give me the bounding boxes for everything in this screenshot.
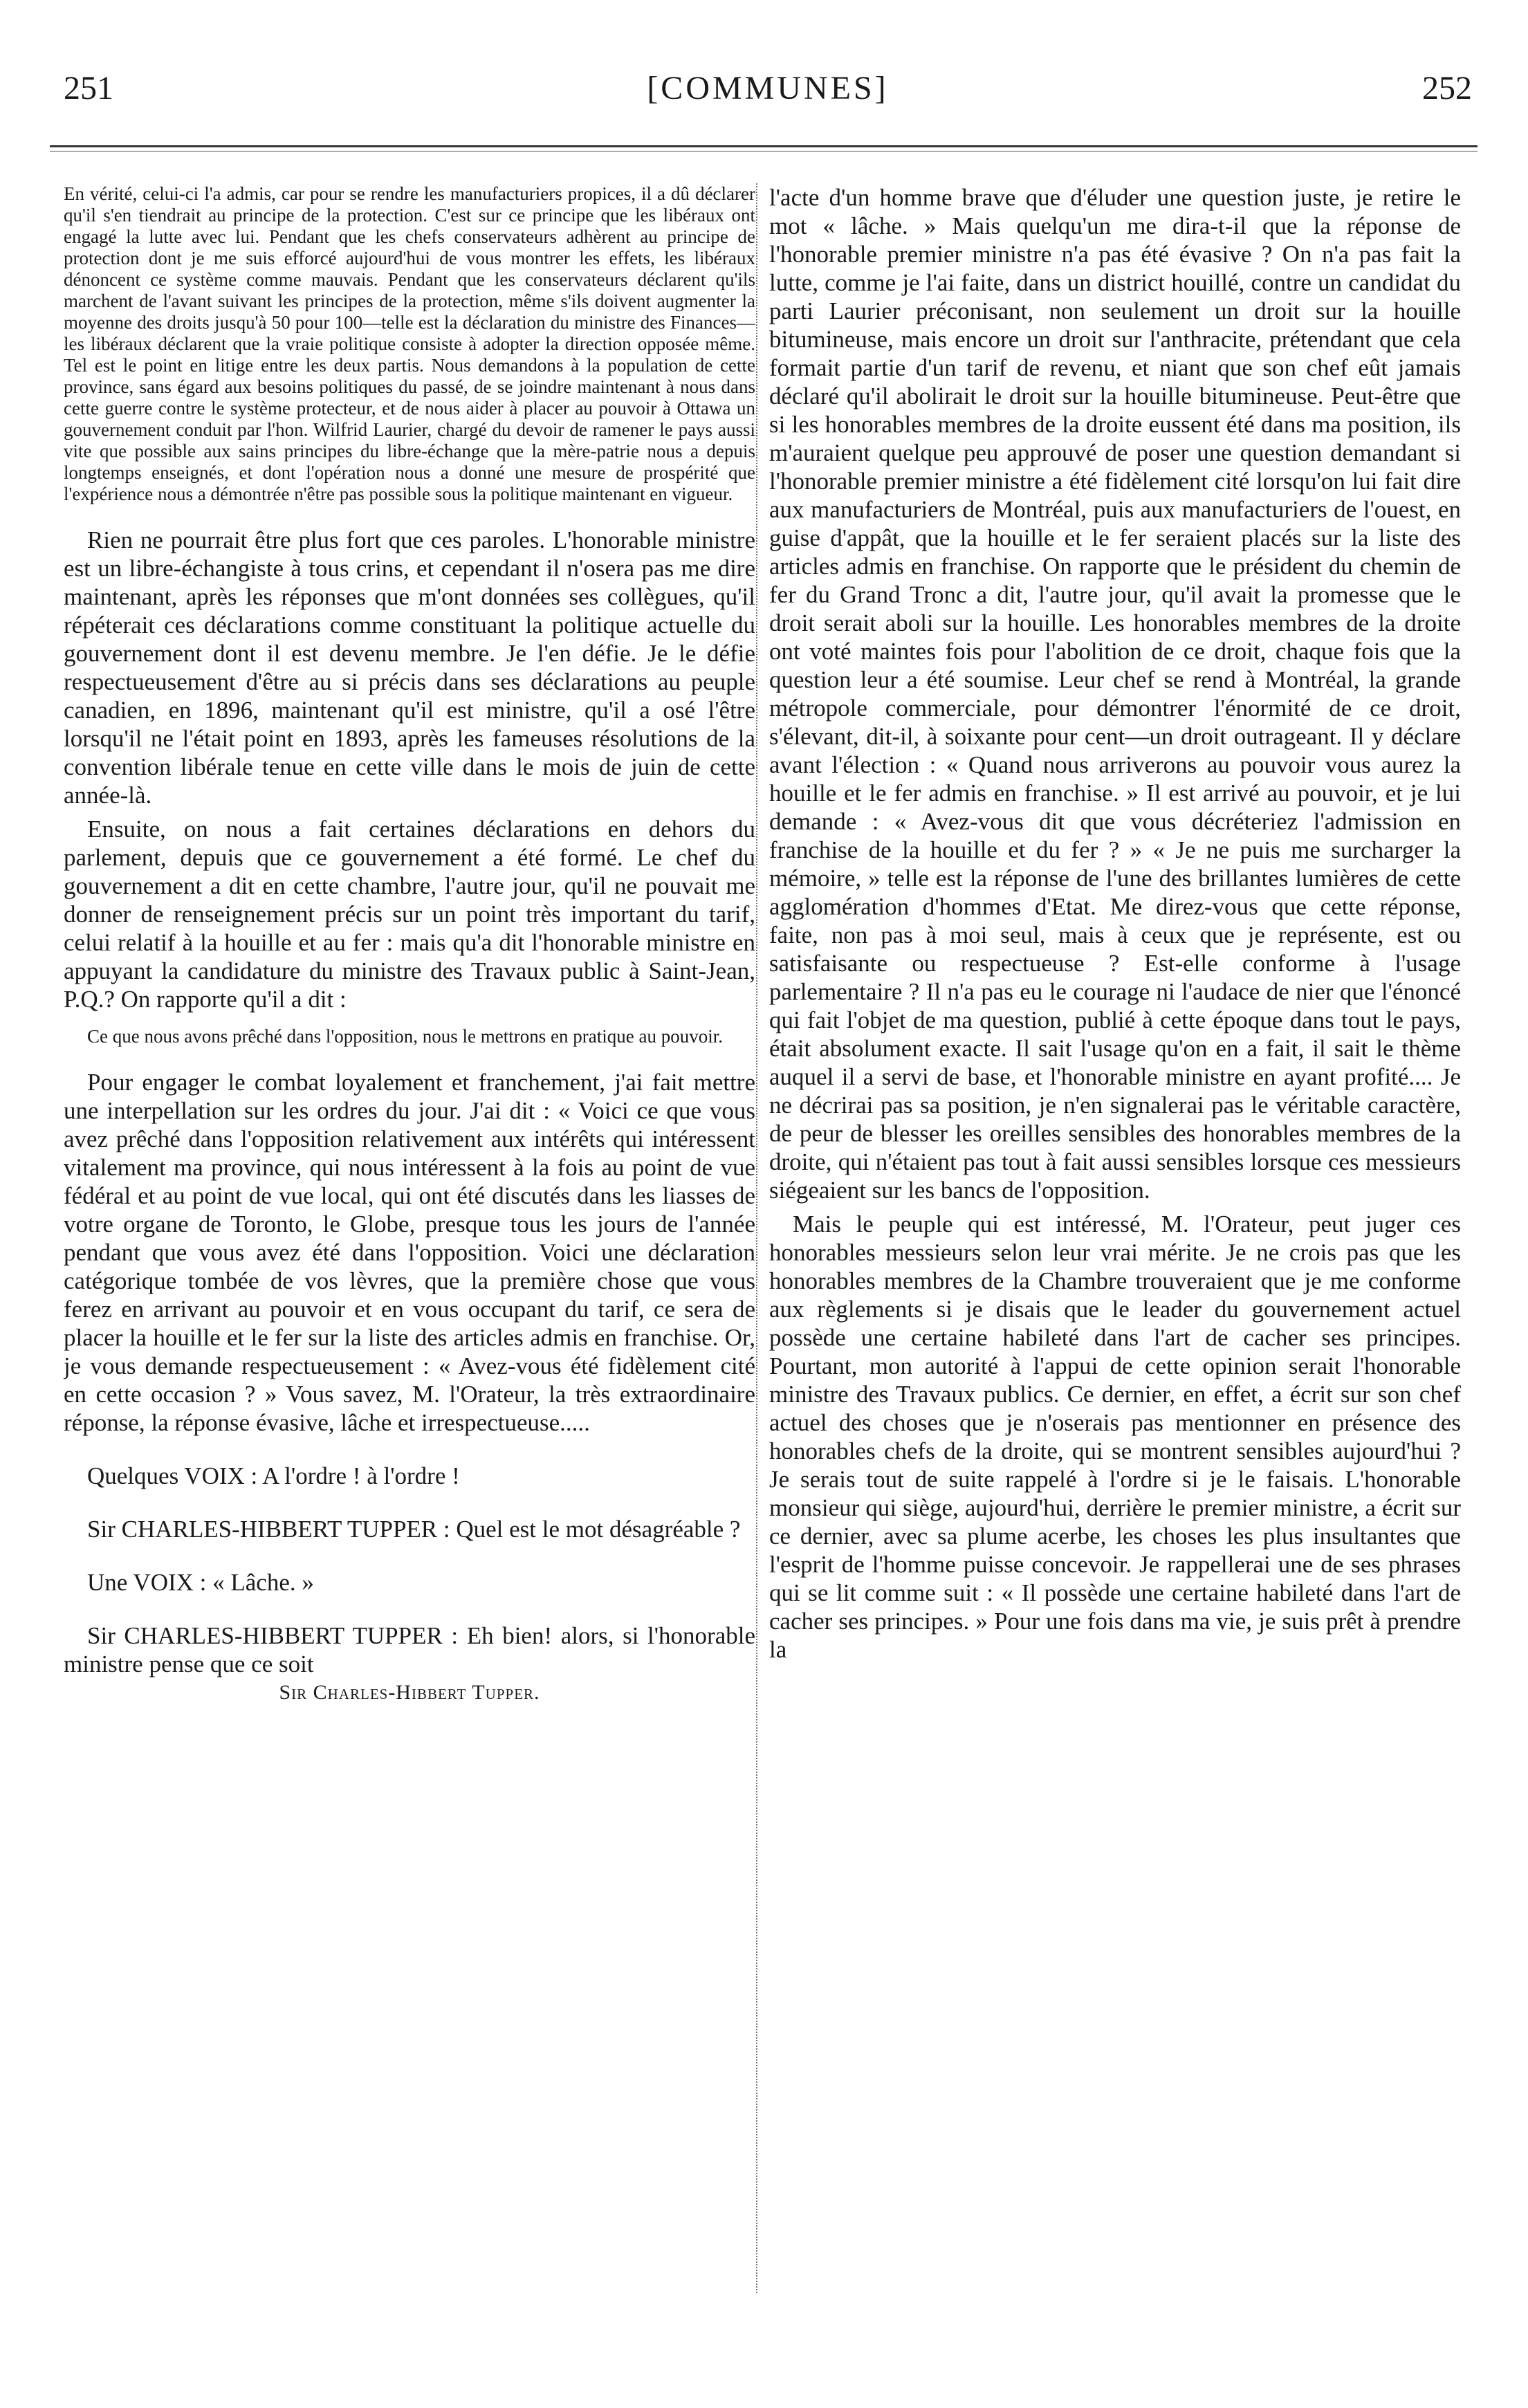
header-rule	[50, 145, 1478, 147]
paragraph: Mais le peuple qui est intéressé, M. l'Orateur, peut juger ces honorables messieurs selon leur vrai mérite. Je ne crois pas que les honorables membres de la Chambre trouveraient que je me conforme aux règlements si je disais que le leader du gouvernement actuel possède une certaine habileté dans l'art de cacher ses principes. Pourtant, mon autorité à l'appui de cette opinion serait l'honorable ministre des Travaux publics. Ce dernier, en effet, a écrit sur son chef actuel des choses que je n'oserais pas mentionner en présence des honorables chefs de la droite, qui se montrent sensibles aujourd'hui ? Je serais tout de suite rappelé à l'ordre si je le faisais. L'honorable monsieur qui siège, aujourd'hui, derrière le premier ministre, a écrit sur ce dernier, avec sa plume acerbe, les choses les plus insultantes que l'esprit de l'homme puisse concevoir. Je rappellerai une de ses phrases qui se lit comme suit : « Il possède une certaine habileté dans l'art de cacher ses principes. » Pour une fois dans ma vie, je suis prêt à prendre la	[769, 1211, 1461, 1663]
page-number-right: 252	[1422, 70, 1472, 107]
speaker-attribution: Sir Charles-Hibbert Tupper.	[279, 1681, 540, 1704]
column-divider	[756, 183, 757, 2293]
running-title: [COMMUNES]	[647, 70, 889, 107]
left-column	[64, 183, 755, 2383]
speaker-line: Sir CHARLES-HIBBERT TUPPER : Eh bien! alors, si l'honorable ministre pense que ce soit	[64, 1622, 755, 1678]
page-header	[64, 62, 1472, 118]
right-column	[769, 183, 1461, 2383]
paragraph: Pour engager le combat loyalement et franchement, j'ai fait mettre une interpellation sur les ordres du jour. J'ai dit : « Voici ce que vous avez prêché dans l'opposition relativement aux intérêts qui intéressent vitalement ma province, qui nous intéressent à la fois au point de vue fédéral et au point de vue local, qui ont été discutés dans les liasses de votre organe de Toronto, le Globe, presque tous les jours de l'année pendant que vous avez été dans l'opposition. Voici une déclaration catégorique tombée de vos lèvres, que la première chose que vous ferez en arrivant au pouvoir et en vous occupant du tarif, ce sera de placer la houille et le fer sur la liste des articles admis en franchise. Or, je vous demande respectueusement : « Avez-vous été fidèlement cité en cette occasion ? » Vous savez, M. l'Orateur, la très extraordinaire réponse, la réponse évasive, lâche et irrespectueuse.....	[64, 1069, 755, 1436]
paragraph: Ensuite, on nous a fait certaines déclarations en dehors du parlement, depuis que ce gouvernement a été formé. Le chef du gouvernement a dit en cette chambre, l'autre jour, qu'il ne pouvait me donner de renseignement précis sur un point très important du tarif, celui relatif à la houille et au fer : mais qu'a dit l'honorable ministre en appuyant la candidature du ministre des Travaux public à Saint-Jean, P.Q.? On rapporte qu'il a dit :	[64, 816, 755, 1013]
interjection: Quelques VOIX : A l'ordre ! à l'ordre !	[87, 1462, 460, 1489]
interjection: Une VOIX : « Lâche. »	[87, 1569, 314, 1596]
paragraph: Rien ne pourrait être plus fort que ces paroles. L'honorable ministre est un libre-échangiste à tous crins, et cependant il n'osera pas me dire maintenant, après les réponses que m'ont données ses collègues, qu'il répéterait ces déclarations comme constituant la politique actuelle du gouvernement dont il est devenu membre. Je l'en défie. Je le défie respectueusement d'être au si précis dans ses déclarations au peuple canadien, en 1896, maintenant qu'il est ministre, qu'il a osé l'être lorsqu'il ne l'était point en 1893, après les fameuses résolutions de la convention libérale tenue en cette ville dans le mois de juin de cette année-là.	[64, 526, 755, 809]
page-number-left: 251	[64, 70, 113, 107]
quotation: Ce que nous avons prêché dans l'opposition, nous le mettrons en pratique au pouvoir.	[87, 1026, 723, 1047]
speaker-line: Sir CHARLES-HIBBERT TUPPER : Quel est le mot désagréable ?	[87, 1516, 741, 1543]
paragraph: l'acte d'un homme brave que d'éluder une question juste, je retire le mot « lâche. » Mais quelqu'un me dira-t-il que la réponse de l'honorable premier ministre n'a pas été évasive ? On n'a pas fait la lutte, comme je l'ai faite, dans un district houillé, contre un candidat du parti Laurier préconisant, non seulement un droit sur la houille bitumineuse, mais encore un droit sur l'anthracite, prétendant que cela formait partie d'un tarif de revenu, et niant que son chef eût jamais déclaré qu'il abolirait le droit sur la houille bitumineuse. Peut-être que si les honorables membres de la droite eussent été dans ma position, ils m'auraient quelque peu approuvé de poser une question demandant si l'honorable premier ministre a été fidèlement cité lorsqu'on lui fait dire aux manufacturiers de Montréal, puis aux manufacturiers de l'ouest, en guise d'appât, que la houille et le fer seraient placés sur la liste des articles admis en franchise. On rapporte que le président du chemin de fer du Grand Tronc a dit, l'autre jour, qu'il avait la promesse que le droit serait aboli sur la houille. Les honorables membres de la droite ont voté maintes fois pour l'abolition de ce droit, chaque fois que la question leur a été soumise. Leur chef se rend à Montréal, la grande métropole commerciale, pour démontrer l'énormité de ce droit, s'élevant, dit-il, à soixante pour cent—un droit outrageant. Il y déclare avant l'élection : « Quand nous arriverons au pouvoir vous aurez la houille et le fer admis en franchise. » Il est arrivé au pouvoir, et je lui demande : « Avez-vous dit que vous décréteriez l'admission en franchise de la houille et du fer ? » « Je ne puis me surcharger la mémoire, » telle est la réponse de l'une des brillantes lumières de cette agglomération d'hommes d'Etat. Me direz-vous que cette réponse, faite, non pas à moi seul, mais à ceux que je représente, est ou satisfaisante ou respectueuse ? Est-elle conforme à l'usage parlementaire ? Il n'a pas eu le courage ni l'audace de nier que l'énoncé qui fait l'objet de ma question, publié à cette époque dans tout le pays, était absolument exacte. Il sait l'usage qu'on en a fait, il sait le thème auquel il a servi de base, et l'honorable ministre en ayant profité.... Je ne décrirai pas sa position, je n'en signalerai pas le véritable caractère, de peur de blesser les oreilles sensibles des honorables membres de la droite, qui n'étaient pas tout à fait aussi sensibles lorsque ces messieurs siégeaient sur les bancs de l'opposition.	[769, 184, 1461, 1204]
quoted-paragraph: En vérité, celui-ci l'a admis, car pour se rendre les manufacturiers propices, il a dû déclarer qu'il s'en tiendrait au principe de la protection. C'est sur ce principe que les libéraux ont engagé la lutte avec lui. Pendant que les chefs conservateurs adhèrent au principe de protection dont je me suis efforcé aujourd'hui de vous montrer les effets, les libéraux dénoncent ce système comme mauvais. Pendant que les conservateurs déclarent qu'ils marchent de l'avant suivant les principes de la protection, même s'ils doivent augmenter la moyenne des droits jusqu'à 50 pour 100—telle est la déclaration du ministre des Finances—les libéraux déclarent que la vraie politique consiste à adopter la direction opposée même. Tel est le point en litige entre les deux partis. Nous demandons à la population de cette province, sans égard aux besoins politiques du passé, de se joindre maintenant à nous dans cette guerre contre le système protecteur, et de nous aider à placer au pouvoir à Ottawa un gouvernement conduit par l'hon. Wilfrid Laurier, chargé du devoir de ramener le pays aussi vite que possible aux sains principes du libre-échange que la mère-patrie nous a depuis longtemps enseignés, et dont l'opération nous a donné une mesure de prospérité que l'expérience nous a démontrée n'être pas possible sous la politique maintenant en vigueur.	[64, 183, 755, 504]
